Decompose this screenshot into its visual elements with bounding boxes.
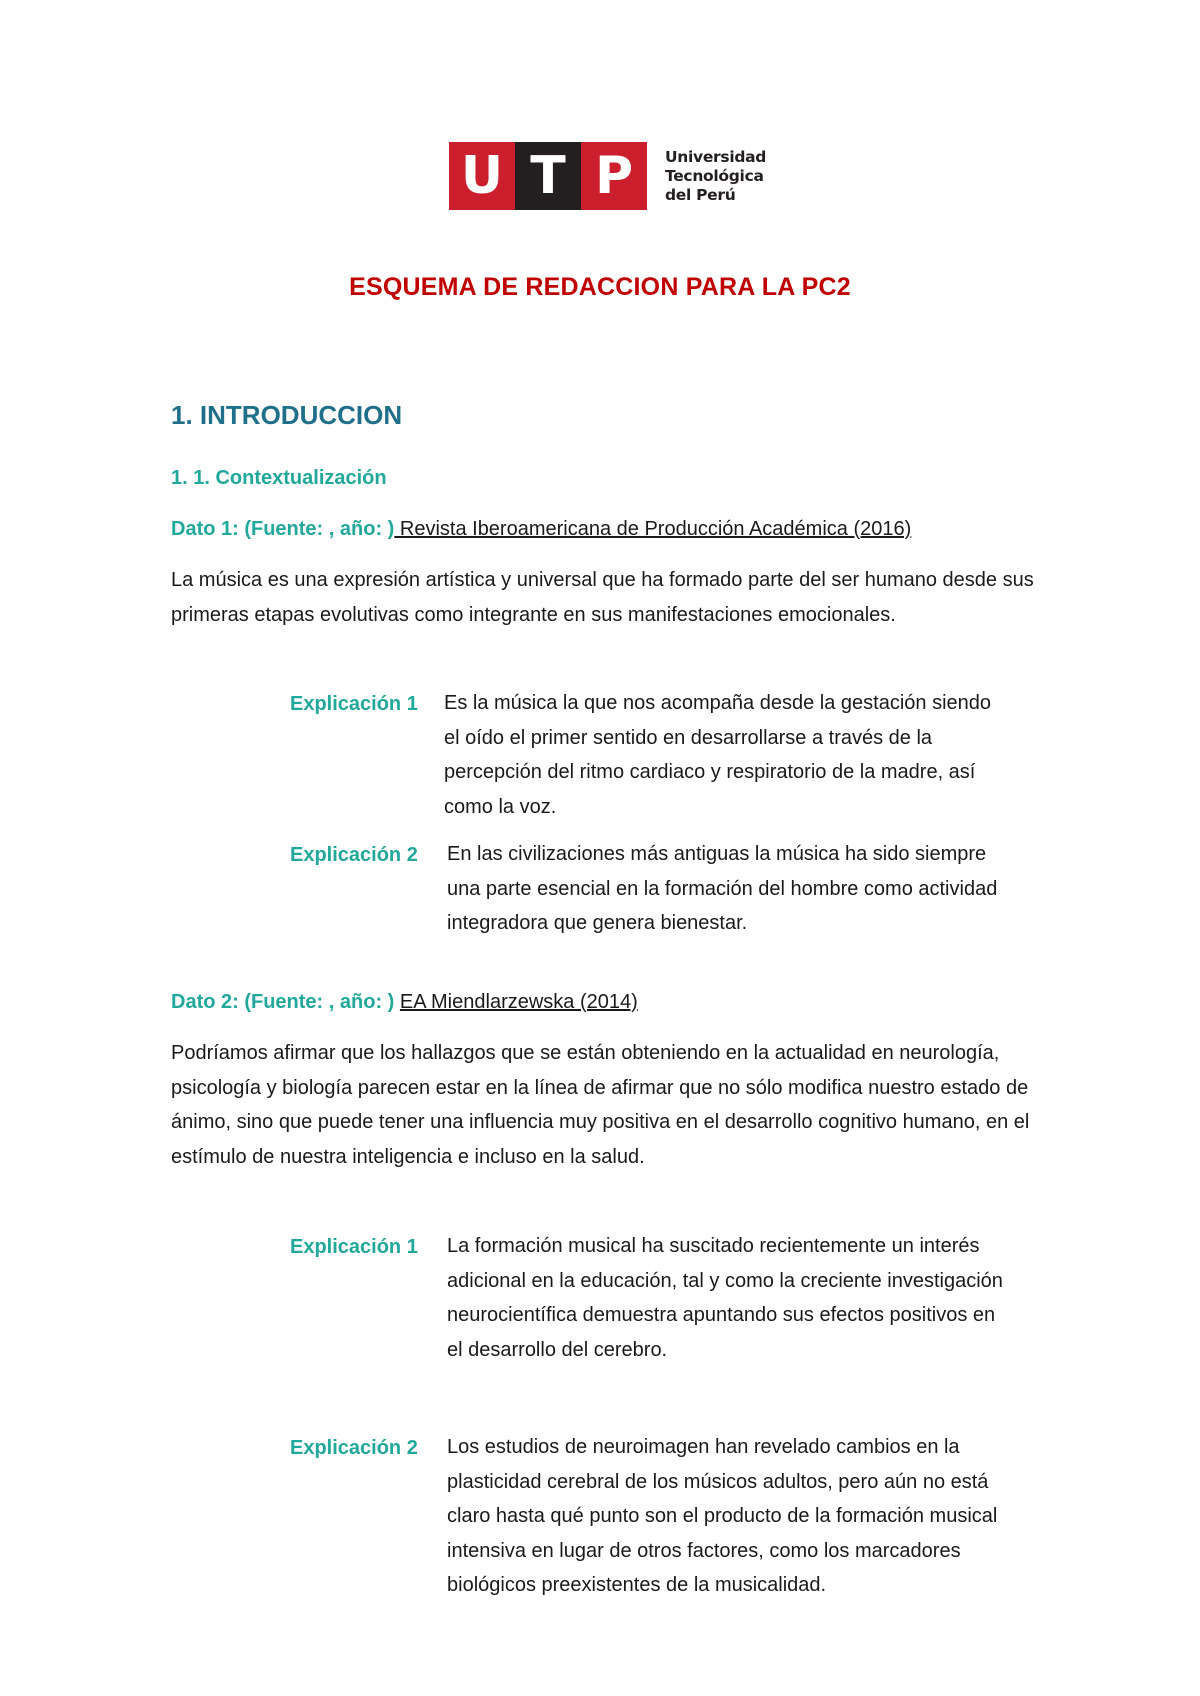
section-heading: 1. INTRODUCCION <box>171 400 403 430</box>
dato-2-paragraph: Podríamos afirmar que los hallazgos que se están obteniendo en la actualidad en neurología, psicología y biología parecen estar en la línea de afirmar que no sólo modifica nuestro estado de ánimo, sino que puede tener una influencia muy positiva en el desarrollo cognitivo humano, en el estímulo de nuestra inteligencia e incluso en la salud. <box>171 1042 1030 1168</box>
explicacion-text: Es la música la que nos acompaña desde la gestación siendo el oído el primer sentido en desarrollarse a través de la percepción del ritmo cardiaco y respiratorio de la madre, así como la voz. <box>444 692 992 818</box>
logo-letter-u: U <box>449 142 515 210</box>
logo-line-1: Universidad <box>665 147 767 166</box>
dato-1-label: Dato 1: (Fuente: , año: ) <box>171 518 395 540</box>
explicacion-text: Los estudios de neuroimagen han revelado cambios en la plasticidad cerebral de los músicos adultos, pero aún no está claro hasta qué punto son el producto de la formación musical intensiva en lugar de otros factores, como los marcadores biológicos preexistentes de la musicalidad. <box>447 1436 998 1596</box>
dato-2-source: EA Miendlarzewska (2014) <box>399 991 638 1013</box>
dato-1-paragraph: La música es una expresión artística y universal que ha formado parte del ser humano desde sus primeras etapas evolutivas como integrante en sus manifestaciones emocionales. <box>171 569 1034 626</box>
logo-letter-t: T <box>515 142 581 210</box>
explicacion-label: Explicación 2 <box>290 1437 418 1459</box>
explicacion-text: En las civilizaciones más antiguas la música ha sido siempre una parte esencial en la formación del hombre como actividad integradora que genera bienestar. <box>447 843 998 934</box>
logo-letter-p: P <box>581 142 647 210</box>
explicacion-label: Explicación 1 <box>290 1236 418 1258</box>
logo-wordmark <box>665 148 766 205</box>
logo-letters <box>449 142 647 210</box>
dato-2-line <box>171 991 638 1014</box>
dato-2-label: Dato 2: (Fuente: , año: ) <box>171 991 395 1013</box>
logo-line-2: Tecnológica <box>665 166 764 185</box>
dato-1-line <box>171 518 911 541</box>
logo-line-3: del Perú <box>665 185 736 204</box>
explicacion-label: Explicación 1 <box>290 693 418 715</box>
subsection-heading: 1. 1. Contextualización <box>171 467 387 489</box>
explicacion-label: Explicación 2 <box>290 844 418 866</box>
dato-1-source: Revista Iberoamericana de Producción Académica (2016) <box>394 518 912 540</box>
document-title: ESQUEMA DE REDACCION PARA LA PC2 <box>349 273 851 301</box>
explicacion-text: La formación musical ha suscitado recientemente un interés adicional en la educación, tal y como la creciente investigación neurocientífica demuestra apuntando sus efectos positivos en el desarrollo del cerebro. <box>447 1235 1003 1361</box>
utp-logo <box>449 142 766 210</box>
